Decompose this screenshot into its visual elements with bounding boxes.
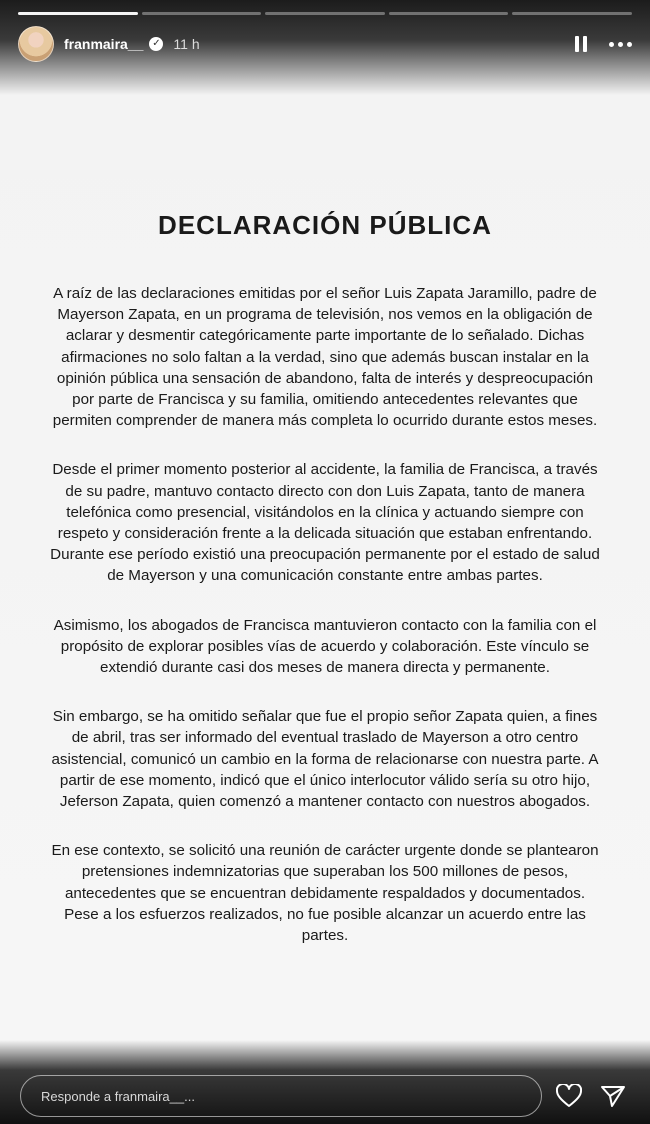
username[interactable]: franmaira__ [64,36,144,52]
story-footer [20,1074,630,1118]
progress-segment [18,12,138,15]
more-icon[interactable] [609,42,632,47]
reply-input[interactable] [20,1075,542,1117]
statement-paragraph: Asimismo, los abogados de Francisca mantuvieron contacto con la familia con el propósito de explorar posibles vías de acuerdo y colaboración. Este vínculo se extendió durante casi dos meses de manera directa y permanente. [53,616,597,677]
statement-paragraph: A raíz de las declaraciones emitidas por el señor Luis Zapata Jaramillo, padre de Mayerson Zapata, en un programa de televisión, nos vemos en la obligación de aclarar y desmentir categóricamente parte importante de lo señalado. Dichas afirmaciones no solo faltan a la verdad, sino que además buscan instalar en la opinión pública una sensación de abandono, falta de interés y despreocupación por parte de Francisca y su familia, omitiendo antecedentes relevantes que permiten comprender de manera más completa lo ocurrido durante estos meses. [52,285,598,430]
progress-segment [142,12,262,15]
progress-segment [265,12,385,15]
progress-segment [512,12,632,15]
avatar[interactable] [18,26,54,62]
statement-paragraph: Sin embargo, se ha omitido señalar que fue el propio señor Zapata quien, a fines de abril, tras ser informado del eventual traslado de Mayerson a otro centro asistencial, comunicó un cambio en la forma de relacionarse con nuestra parte. A partir de ese momento, indicó que el único interlocutor válido sería su otro hijo, Jeferson Zapata, quien comenzó a mantener contacto con nuestros abogados. [51,708,599,811]
statement-content [50,210,600,974]
verified-badge-icon: ✓ [149,37,163,51]
story-progress-bar [18,12,632,15]
pause-icon[interactable] [575,36,587,52]
heart-icon[interactable] [552,1079,586,1113]
progress-segment [389,12,509,15]
statement-paragraph: Desde el primer momento posterior al accidente, la familia de Francisca, a través de su padre, mantuvo contacto directo con don Luis Zapata, tanto de manera telefónica como presencial, visitándolos en la clínica y actuando siempre con respeto y consideración frente a la delicada situación que estaban enfrentando. Durante ese período existió una preocupación permanente por el estado de salud de Mayerson y una comunicación constante entre ambas partes. [50,461,600,585]
post-time: 11 h [173,36,200,52]
story-header [18,26,632,62]
send-icon[interactable] [596,1079,630,1113]
statement-paragraph: En ese contexto, se solicitó una reunión de carácter urgente donde se plantearon pretensiones indemnizatorias que superaban los 500 millones de pesos, antecedentes que se encuentran debidamente respaldados y documentados. Pese a los esfuerzos realizados, no fue posible alcanzar un acuerdo entre las partes. [51,842,599,945]
statement-title: DECLARACIÓN PÚBLICA [158,210,492,240]
